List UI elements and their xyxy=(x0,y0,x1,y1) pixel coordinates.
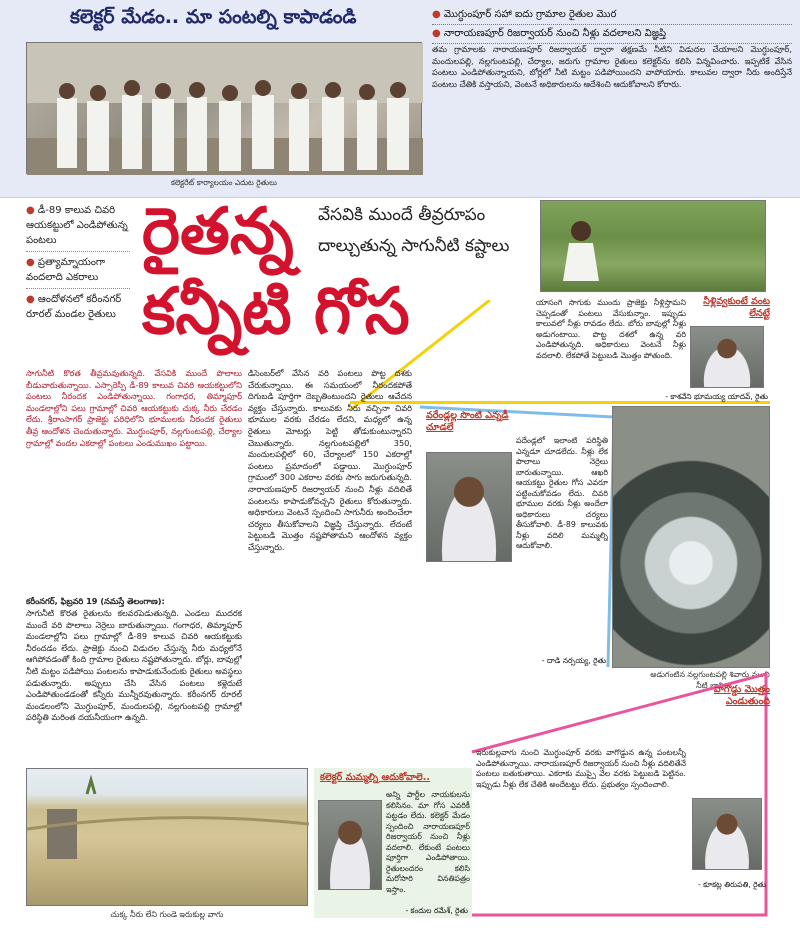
bullet-dot-icon: ● xyxy=(26,205,38,216)
article-dateline: కరీంనగర్, ఫిబ్రవరి 19 (నమస్తే తెలంగాణ): xyxy=(26,596,165,606)
farmer-field-photo xyxy=(540,200,766,292)
dry-stream-photo xyxy=(26,768,308,906)
blue-box-credit: - దాడి నర్సయ్య, రైతు xyxy=(541,656,606,665)
farmer-crouching-figure xyxy=(541,201,767,293)
top-bullet-2: ● నారాయణపూర్ రిజర్వాయర్ నుంచి నీళ్లు వదలాలని విజ్ఞప్తి xyxy=(432,25,792,44)
top-body-text: తమ గ్రామాలకు నారాయణపూర్ రిజర్వాయర్ ద్వారా తక్షణమే నీటిని విడుదల చేయాలని మొగ్ధుంపూర్, మందులపల్లి, నల్లగుంటపల్లి, చేర్యాల, జరుగు గ్రామాల రైతులు కలెక్టర్‌ను కలిసి విన్నవించారు. ఇప్పటికే వేసిన పంటలు ఎండిపోతున్నాయని, బోర్లలో నీటి మట్టం పడిపోయిందని వాపోయారు. కాలువల ద్వారా నీరు అందిస్తేనే పంటలు చేతికి వస్తాయని, వెంటనే అధికారులను ఆదేశించి ఆదుకోవాలని కోరారు. xyxy=(432,44,792,89)
bottom-box-credit: - కందుల రమేశ్, రైతు xyxy=(405,906,468,915)
farmer-narsaiah-photo xyxy=(426,452,512,562)
bullet-dot-icon: ● xyxy=(432,9,444,20)
sidebar-bullet-2: ● ప్రత్యామ్నాయంగా వందలాది ఎకరాలు xyxy=(26,252,130,289)
kicker-line-1: వేసవికి ముందే తీవ్రరూపం xyxy=(318,205,486,225)
blue-box-title: వరేండ్లల్ల సొంటి ఎన్నడీ చూడలే xyxy=(426,410,509,433)
blue-box-body: పదేండ్లలో ఇలాంటి పరిస్థితి ఎన్నడూ చూడలేదు. నీళ్లు లేక పొలాలు నెర్రెలు బారుతున్నాయి. ఆఖరి ఆయకట్టు రైతుల గోస ఎవరూ పట్టించుకోవడం లేదు. చివరి భూముల వరకు నీళ్లు అందేలా అధికారులు చర్యలు తీసుకోవాలి. డీ-89 కాలువకు నీళ్లు వదిలి మమ్మల్ని ఆదుకోవాలి. xyxy=(516,436,608,550)
bottom-box-title: కలెక్టర్ మమ్మల్ని ఆదుకోవాలె.. xyxy=(320,772,430,783)
top-bullet-1: ● మొగ్ధుంపూర్ సహా ఐదు గ్రామాల రైతుల మొర xyxy=(432,6,792,25)
top-bullets xyxy=(432,6,792,44)
dry-streambed-scene xyxy=(27,769,309,907)
top-headline: కలెక్టర్ మేడం.. మా పంటల్ని కాపాడండి xyxy=(70,6,357,28)
farmer-tirupathi-photo xyxy=(692,798,762,870)
bullet-dot-icon: ● xyxy=(26,257,38,268)
kicker-line-2: దాల్చుతున్న సాగునీటి కష్టాలు xyxy=(318,236,510,256)
stream-photo-caption: చుక్క నీరు లేని గుండె ఇరుకుల్ల వాగు xyxy=(110,910,224,919)
farmer-bhumaiah-photo xyxy=(690,326,764,388)
top-photo-caption: కలెక్టరేట్ కార్యాలయం ఎదుట రైతులు xyxy=(170,178,278,187)
sidebar-bullets xyxy=(26,200,130,325)
headline-line-1: రైతన్న xyxy=(142,195,294,269)
yellow-box-body: యాసంగి సాగుకు ముందు ప్రాజెక్టు నీళ్లిస్తామని చెప్పడంతో పంటలు వేసుకున్నాం. ఇప్పుడు కాలువలో నీళ్లు రావడం లేదు. బోరు బావుల్లో నీళ్లు అడుగంటాయి. పొట్ట దశలో ఉన్న వరి ఎండిపోతున్నది. అధికారులు వెంటనే నీళ్లు వదలాలి. లేకపోతే పెట్టుబడి మొత్తం పోతుంది. xyxy=(536,298,686,360)
empty-well-photo xyxy=(612,406,770,668)
yellow-box-title: నీళ్లివ్వకుంటే వంట లేనట్టే xyxy=(703,296,770,319)
pink-box-body: ఇరుకుల్లవాగు నుంచి మొగ్ధుంపూర్ వరకు వాగొడ్డున ఉన్న పంటలన్నీ ఎండిపోతున్నాయి. నారాయణపూర్ రిజర్వాయర్ నుంచి నీళ్లు వదిలితేనే పంటలు బతుకుతాయి. ఎకరాకు ముప్పై వేల వరకు పెట్టుబడి పెట్టినం. ఇప్పుడు నీళ్లు లేక చేతికి అందేటట్టు లేదు. ప్రభుత్వం స్పందించాలి. xyxy=(476,748,686,789)
bottom-box-body: అన్ని పార్టీల నాయకులను కలిసినం. మా గోస ఎవరికీ పట్టడం లేదు. కలెక్టర్ మేడం స్పందించి నారాయణపూర్ రిజర్వాయర్ నుంచి నీళ్లు వదలాలి. లేకుంటే పంటలు పూర్తిగా ఎండిపోతాయి. రైతులందరం కలిసి మరోసారి వినతిపత్రం ఇస్తాం. xyxy=(386,790,470,894)
farmers-group-photo xyxy=(27,43,423,175)
bullet-dot-icon: ● xyxy=(26,294,38,305)
pink-box-title: వాగొడ్డు మొత్తం ఎండుతుంది xyxy=(713,684,770,707)
article-intro: సాగునీటి కొరత తీవ్రమవుతున్నది. వేసవికి ముందే పొలాలు బీడువారుతున్నాయి. ఎస్సారెస్పీ డీ-89 కాలువ చివరి ఆయకట్టులోని పంటలు నీరందక ఎండిపోతున్నాయి. గంగాధర, తిమ్మాపూర్ మండలాల్లోని పలు గ్రామాల్లో చివరి ఆయకట్టుకు చుక్క నీరు చేరడం లేదు. శ్రీరాంసాగర్ ప్రాజెక్టు పరిధిలోని భూములకు నీరందక రైతులు తీవ్ర ఆందోళన చెందుతున్నారు. మొగ్ధుంపూర్, నల్లగుంటపల్లి, చేర్యాల గ్రామాల్లో వందల ఎకరాల్లో పంటలు ఎండుముఖం పట్టాయి. xyxy=(26,368,242,448)
farmer-ramesh-photo xyxy=(318,800,382,890)
headline-line-2: కన్నీటి గోస xyxy=(142,275,410,349)
sidebar-bullet-1: ● డీ-89 కాలువ చివరి ఆయకట్టులో ఎండిపోతున్న పంటలు xyxy=(26,200,130,252)
well-photo-caption: అడుగంటిన నల్లగుంటపల్లి శివారు మంచి నీటి బావి xyxy=(650,670,770,690)
pink-box-credit: - కూకట్ల తిరుపతి, రైతు xyxy=(698,880,766,889)
bullet-dot-icon: ● xyxy=(432,28,444,39)
yellow-box-credit: - కాశవేని భూమయ్య యాదవ్, రైతు xyxy=(665,392,768,401)
article-body-left: సాగునీటి కొరత రైతులను కలవరపెడుతున్నది. ఎండలు ముదరక ముందే వరి పొలాలు నెర్రెలు బారుతున్నాయి. గంగాధర, తిమ్మాపూర్ మండలాల్లోని పలు గ్రామాల్లో డీ-89 కాలువ చివరి ఆయకట్టుకు నీరందడం లేదు. ప్రాజెక్టు నుంచి విడుదల చేస్తున్న నీరు మధ్యలోనే ఆగిపోవడంతో కింది గ్రామాల రైతులు నష్టపోతున్నారు. బోర్లు, బావుల్లో నీటి మట్టం పడిపోయి పంటలను కాపాడుకునేందుకు రైతులు అవస్థలు పడుతున్నారు. అప్పులు చేసి వేసిన పంటలు కళ్లెదుటే ఎండిపోతుండడంతో కన్నీరు మున్నీరవుతున్నారు. కరీంనగర్ రూరల్ మండలంలోని మొగ్ధుంపూర్, మందులపల్లి, నల్లగుంటపల్లి గ్రామాల్లో పరిస్థితి మరింత దయనీయంగా ఉన్నది. xyxy=(26,608,242,723)
top-photo xyxy=(26,42,422,174)
sidebar-bullet-3: ● ఆందోళనలో కరీంనగర్ రూరల్ మండల రైతులు xyxy=(26,294,122,320)
article-body-right: డిసెంబర్‌లో వేసిన వరి పంటలు పొట్ట దశకు చేరుకున్నాయి. ఈ సమయంలో నీరందకపోతే దిగుబడి పూర్తిగా దెబ్బతింటుందని రైతులు ఆవేదన వ్యక్తం చేస్తున్నారు. కాలువకు నీరు వచ్చినా చివరి భూముల వరకు చేరడం లేదని, మధ్యలో ఉన్న రైతులు మోటర్లు పెట్టి తోడుకుంటున్నారని చెబుతున్నారు. నల్లగుంటపల్లిలో 350, మందులపల్లిలో 60, చేర్యాలలో 150 ఎకరాల్లో పంటలు ప్రమాదంలో పడ్డాయి. మొగ్ధుంపూర్ గ్రామంలో 300 ఎకరాల వరకు సాగు జరుగుతున్నది. నారాయణపూర్ రిజర్వాయర్ నుంచి నీళ్లు వదిలితే పంటలను కాపాడుకోవచ్చని రైతులు కోరుతున్నారు. అధికారులు వెంటనే స్పందించి సాగునీరు అందించేలా చర్యలు తీసుకోవాలని విజ్ఞప్తి చేస్తున్నారు. లేదంటే పెట్టుబడి మొత్తం నష్టపోతామని ఆందోళన వ్యక్తం చేస్తున్నారు. xyxy=(248,368,412,552)
